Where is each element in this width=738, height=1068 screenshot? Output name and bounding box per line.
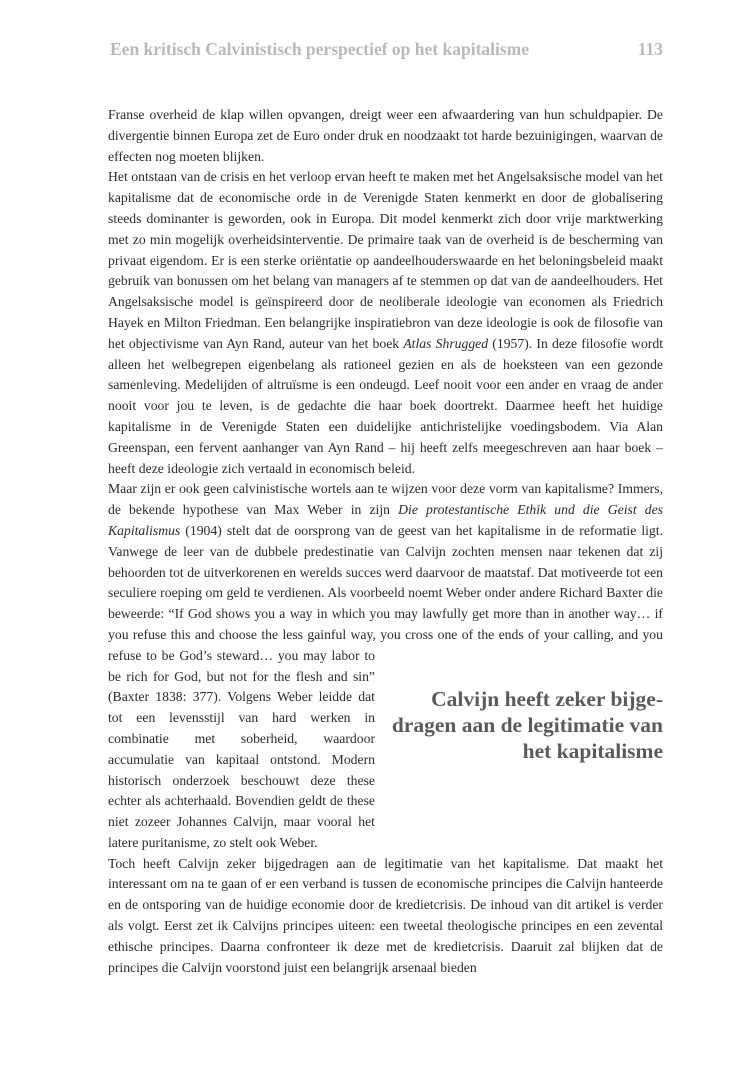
body-text xyxy=(108,105,663,978)
pull-quote-line: het kapitalisme xyxy=(522,738,663,763)
paragraph-3: Maar zijn er ook geen calvinistische wortels aan te wijzen voor deze vorm van kapitalisme? Immers, de bekende hypothese van Max Weber in zijn Die protestantische Ethik und die Geist des Kapitalismus (1904) stelt dat de oorsprong van de geest van het kapitalisme in de reformatie ligt. Vanwege de leer van de dubbele predestinatie van Calvijn zochten mensen naar tekenen dat zij behoorden tot de uitverkorenen en werelds succes werd daarvoor de maatstaf. Dat motiveerde tot een seculiere roeping om geld te verdienen. Als voorbeeld noemt Weber onder andere Richard Baxter die beweerde: “If God shows you a way in which you may lawfully get more than in another way… if you refuse this and choose the less gainful way, you cross Calvijn heeft zeker bijge- dragen aan de legitimatie van het kapitalisme one of the ends of your calling, and you refuse to be God’s steward… you may labor to be rich for God, but not for the flesh and sin” (Baxter 1838: 377). Volgens Weber leidde dat tot een levensstijl van hard werken in combinatie met soberheid, waardoor accumulatie van kapitaal ontstond. Modern historisch onderzoek beschouwt deze these echter als achterhaald. Bovendien geldt de these niet zozeer Johannes Calvijn, maar vooral het latere puritanisme, zo stelt ook Weber. xyxy=(108,481,664,850)
book-title: Die protestantische Ethik und die Geist des Kapitalismus xyxy=(108,502,664,538)
running-title: Een kritisch Calvinistisch perspectief op het kapitalisme xyxy=(110,39,530,59)
book-title: Atlas Shrugged xyxy=(403,335,489,351)
pull-quote-line: dragen aan de legitimatie van xyxy=(391,712,663,737)
pull-quote xyxy=(387,646,663,820)
pull-quote-line: Calvijn heeft zeker bijge- xyxy=(431,686,663,711)
paragraph-2: Het ontstaan van de crisis en het verloop ervan heeft te maken met het Angelsaksische model van het kapitalisme dat de economische orde in de Verenigde Staten kenmerkt en door de globalisering steeds dominanter is geworden, ook in Europa. Dit model kenmerkt zich door vrije marktwerking met zo min mogelijk overheidsinterventie. De primaire taak van de overheid is de bescherming van privaat eigendom. Er is een sterke oriëntatie op aandeelhouderswaarde en het beloningsbeleid maakt gebruik van bonussen om het belang van managers af te stemmen op dat van de aandeelhouders. Het Angelsaksische model is geïnspireerd door de neoliberale ideologie van economen als Friedrich Hayek en Milton Friedman. Een belangrijke inspiratiebron van deze ideologie is ook de filosofie van het objectivisme van Ayn Rand, auteur van het boek Atlas Shrugged (1957). In deze filosofie wordt alleen het welbegrepen eigenbelang als rationeel gezien en als de hoeksteen van een gezonde samenleving. Medelijden of altruïsme is een ondeugd. Leef nooit voor een ander en vraag de ander nooit voor jou te leven, is de gedachte die haar boek doortrekt. Daarmee heeft het huidige kapitalisme in de Verenigde Staten een duidelijke antichristelijke voedingsbodem. Via Alan Greenspan, een fervent aanhanger van Ayn Rand – hij heeft zelfs meegeschreven aan haar boek – heeft deze ideologie zich vertaald in economisch beleid. xyxy=(108,169,663,476)
paragraph-1: Franse overheid de klap willen opvangen, dreigt weer een afwaardering van hun schuldpapier. De divergentie binnen Europa zet de Euro onder druk en noodzaakt tot harde bezuinigingen, waarvan de effecten nog moeten blijken. xyxy=(108,107,663,164)
page-number: 113 xyxy=(637,39,663,59)
paragraph-4: Toch heeft Calvijn zeker bijgedragen aan de legitimatie van het kapitalisme. Dat maakt het interessant om na te gaan of er een verband is tussen de economische principes die Calvijn hanteerde en de ontsporing van de huidige economie door de kredietcrisis. De inhoud van dit artikel is verder als volgt. Eerst zet ik Calvijns principes uiteen: een tweetal theologische principes en een zevental ethische principes. Daarna confronteer ik deze met de kredietcrisis. Daaruit zal blijken dat de principes die Calvijn voorstond juist een belangrijk arsenaal bieden xyxy=(108,855,663,975)
running-header xyxy=(110,39,663,60)
